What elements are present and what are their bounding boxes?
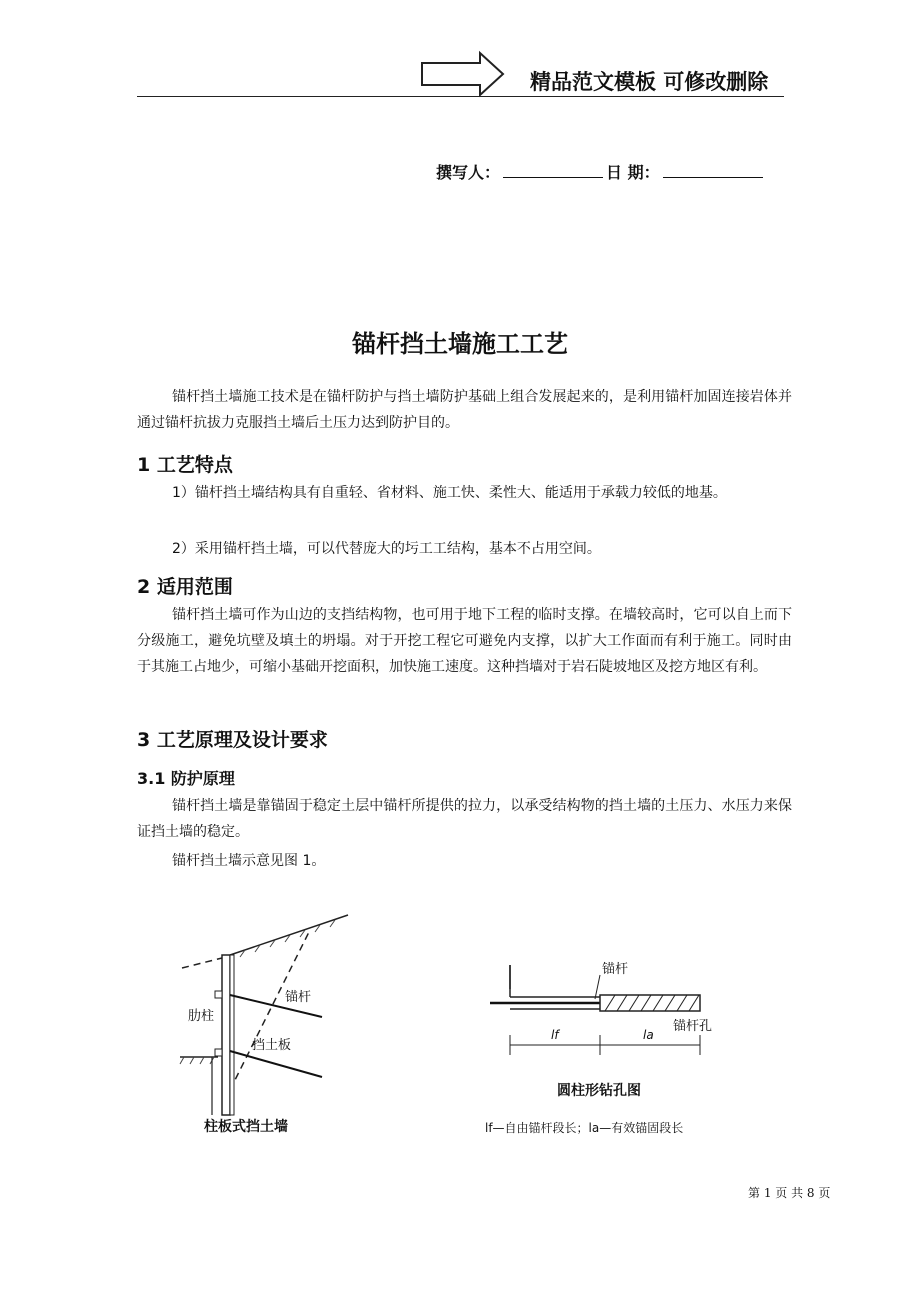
signature-line xyxy=(436,160,766,183)
author-label: 撰写人： xyxy=(436,163,501,182)
label-column: 肋柱 xyxy=(188,1009,215,1024)
left-caption: 柱板式挡土墙 xyxy=(204,1119,288,1135)
figure-reference: 锚杆挡土墙示意见图 1。 xyxy=(172,853,326,869)
section-2-paragraph: 锚杆挡土墙可作为山边的支挡结构物，也可用于地下工程的临时支撑。在墙较高时，它可以自上而下分级施工，避免坑壁及填土的坍塌。对于开挖工程它可避免内支撑，以扩大工作面而有利于施工。同时由于其施工占地少，可缩小基础开挖面积，加快施工速度。这种挡墙对于岩石陡坡地区及挖方地区有利。 xyxy=(137,607,792,675)
label-hole: 锚杆孔 xyxy=(673,1019,713,1034)
label-anchor-right: 锚杆 xyxy=(602,962,629,977)
header-title: 精品范文模板 可修改删除 xyxy=(530,70,769,94)
section-1-heading: 1 工艺特点 xyxy=(137,454,233,476)
intro-paragraph: 锚杆挡土墙施工技术是在锚杆防护与挡土墙防护基础上组合发展起来的，是利用锚杆加固连接岩体并通过锚杆抗拔力克服挡土墙后土压力达到防护目的。 xyxy=(137,389,792,431)
borehole-diagram xyxy=(485,955,745,1140)
right-title: 圆柱形钻孔图 xyxy=(557,1083,641,1099)
section-3-1-paragraph: 锚杆挡土墙是靠锚固于稳定土层中锚杆所提供的拉力，以承受结构物的挡土墙的土压力、水压力来保证挡土墙的稳定。 xyxy=(137,798,792,840)
retaining-wall-diagram xyxy=(160,905,360,1150)
label-la: la xyxy=(643,1028,654,1042)
document-title: 锚杆挡土墙施工工艺 xyxy=(352,330,568,358)
arrow-icon xyxy=(418,50,508,100)
section-3-heading: 3 工艺原理及设计要求 xyxy=(137,729,328,751)
section-1-point-2: 2）采用锚杆挡土墙，可以代替庞大的圬工工结构，基本不占用空间。 xyxy=(172,541,601,557)
right-caption: lf—自由锚杆段长；la—有效锚固段长 xyxy=(485,1121,684,1135)
label-anchor-left: 锚杆 xyxy=(285,990,312,1005)
section-1-point-1: 1）锚杆挡土墙结构具有自重轻、省材料、施工快、柔性大、能适用于承载力较低的地基。 xyxy=(172,485,727,501)
date-label: 日 期： xyxy=(606,163,660,182)
section-2-heading: 2 适用范围 xyxy=(137,576,233,598)
page-number: 第 1 页 共 8 页 xyxy=(748,1186,831,1200)
header-divider xyxy=(137,96,784,97)
label-lf: lf xyxy=(551,1028,559,1042)
section-3-1-heading: 3.1 防护原理 xyxy=(137,769,235,788)
author-field[interactable] xyxy=(503,163,603,178)
label-board: 挡土板 xyxy=(252,1038,292,1053)
date-field[interactable] xyxy=(663,163,763,178)
